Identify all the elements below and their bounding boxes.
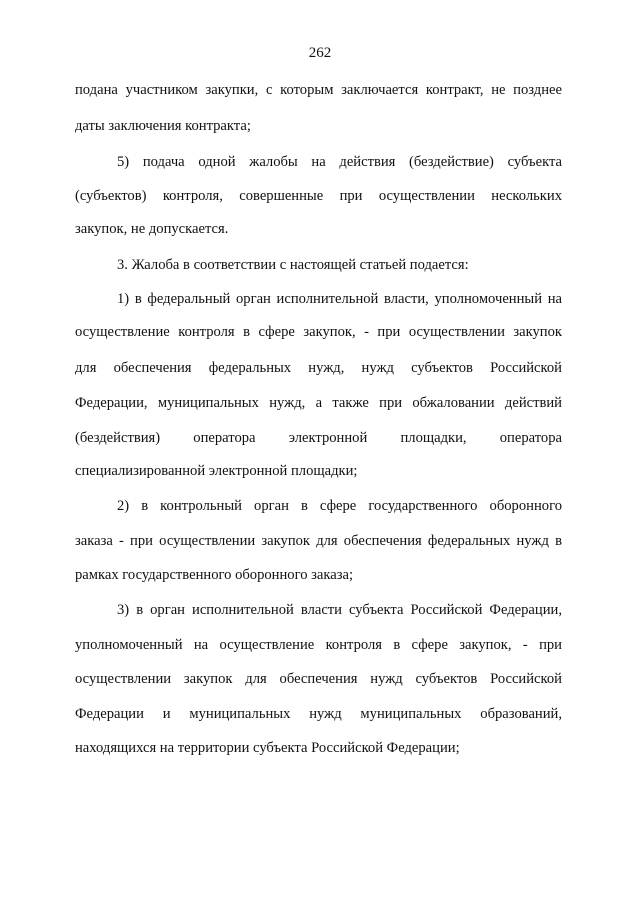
- text-line: закупок, не допускается.: [75, 221, 229, 237]
- text-line: Федерации и муниципальных нужд муниципальных образований,: [75, 706, 562, 722]
- text-line: (бездействия) оператора электронной площадки, оператора: [75, 430, 562, 446]
- text-line: (субъектов) контроля, совершенные при осуществлении нескольких: [75, 188, 562, 204]
- text-line: осуществление контроля в сфере закупок, - при осуществлении закупок: [75, 324, 562, 340]
- text-line: 1) в федеральный орган исполнительной власти, уполномоченный на: [117, 291, 562, 307]
- text-line: 3. Жалоба в соответствии с настоящей статьей подается:: [117, 257, 469, 273]
- text-line: осуществлении закупок для обеспечения нужд субъектов Российской: [75, 671, 562, 687]
- text-line: специализированной электронной площадки;: [75, 463, 358, 479]
- page-number: 262: [308, 45, 332, 61]
- text-line: уполномоченный на осуществление контроля в сфере закупок, - при: [75, 637, 562, 653]
- text-line: заказа - при осуществлении закупок для обеспечения федеральных нужд в: [75, 533, 562, 549]
- text-line: подана участником закупки, с которым заключается контракт, не позднее: [75, 82, 562, 98]
- text-line: даты заключения контракта;: [75, 118, 251, 134]
- text-line: рамках государственного оборонного заказа;: [75, 567, 354, 583]
- text-line: Федерации, муниципальных нужд, а также при обжаловании действий: [75, 395, 562, 411]
- text-line: находящихся на территории субъекта Российской Федерации;: [75, 740, 460, 756]
- text-line: 2) в контрольный орган в сфере государственного оборонного: [117, 498, 562, 514]
- text-line: для обеспечения федеральных нужд, нужд субъектов Российской: [75, 360, 562, 376]
- text-line: 5) подача одной жалобы на действия (бездействие) субъекта: [117, 154, 562, 170]
- text-line: 3) в орган исполнительной власти субъекта Российской Федерации,: [117, 602, 562, 618]
